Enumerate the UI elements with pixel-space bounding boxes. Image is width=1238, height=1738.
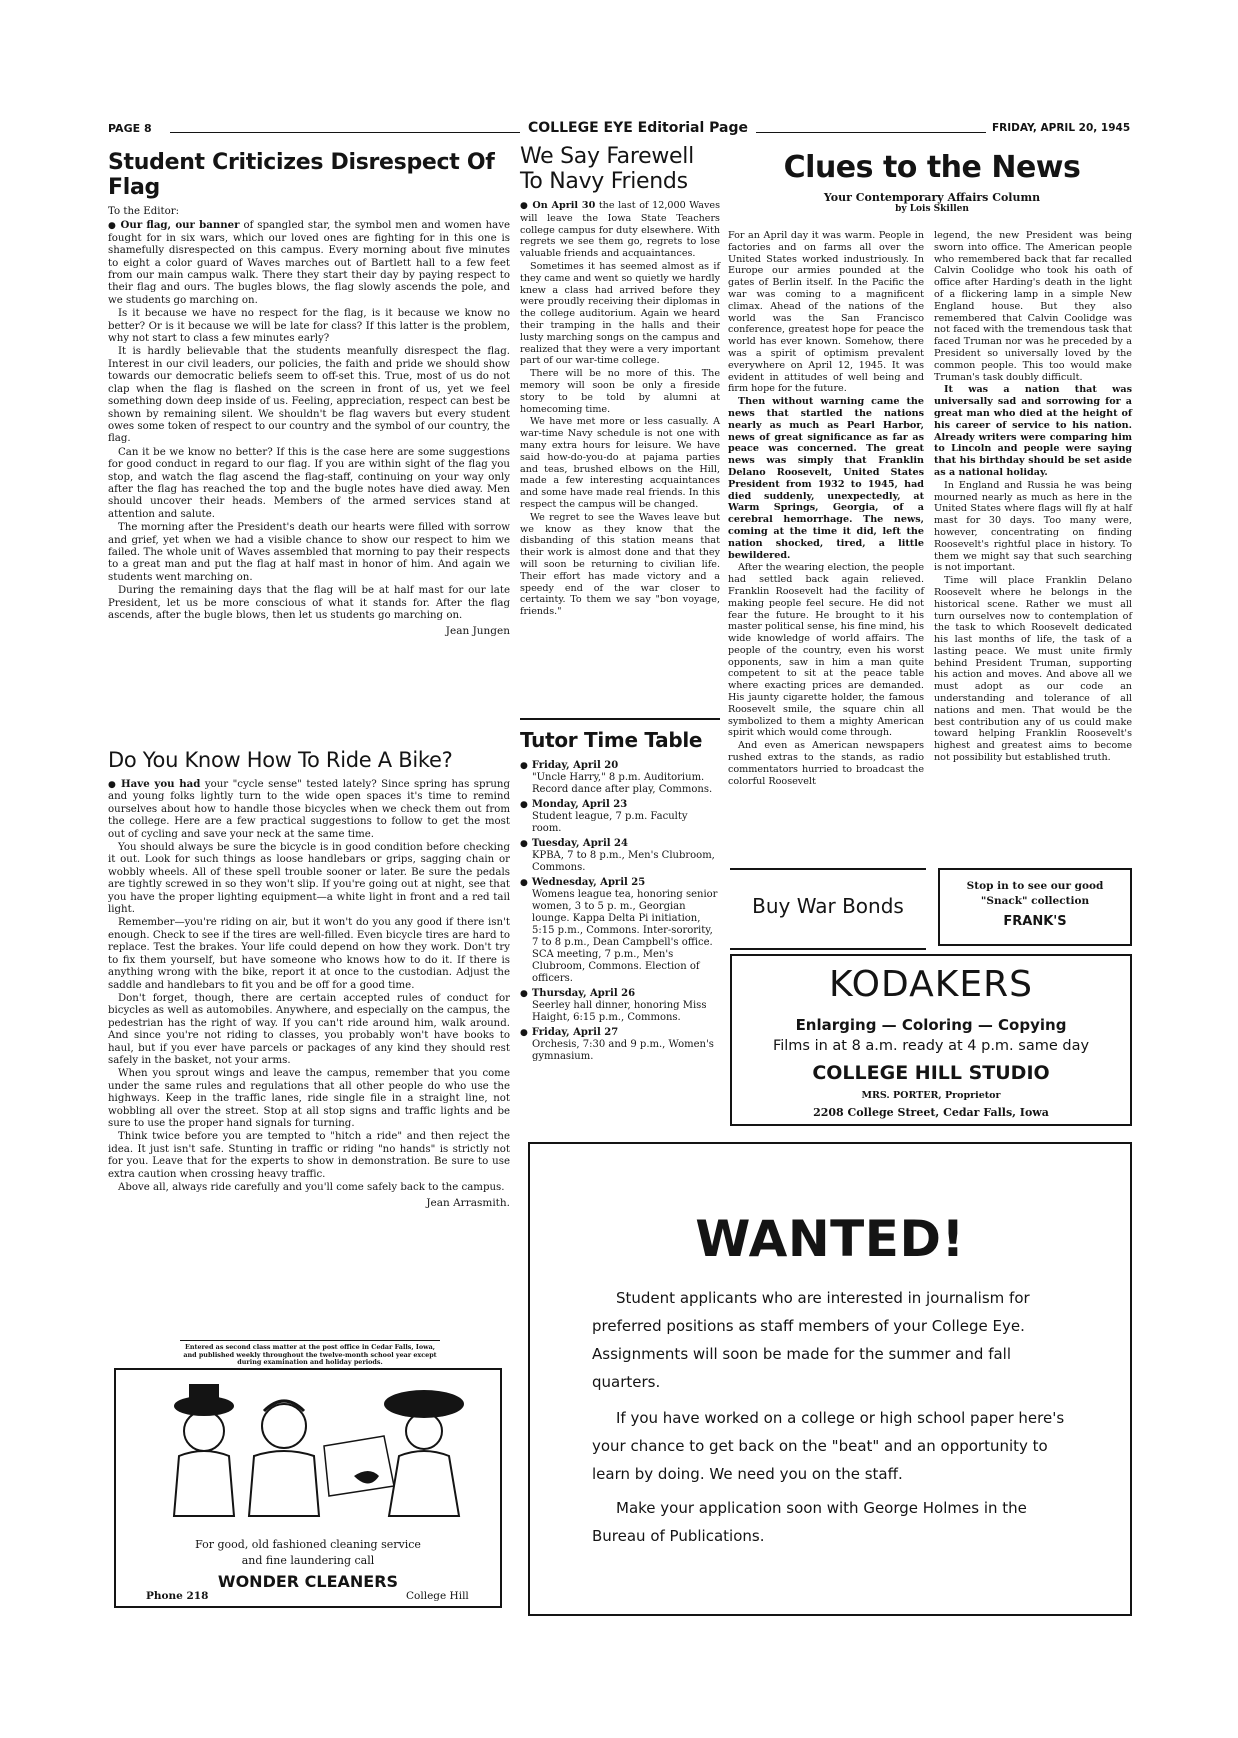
tutor-rule xyxy=(520,718,720,720)
clues-paragraph: legend, the new President was being sworn into office. The American people who remembered back that far recalled Calvin Coolidge who took his oath of office after Harding's death in the light of a flickering lamp in a simple New England house. But they also remembered that Calvin Coolidge was not faced with the tremendous task that faced Truman nor was he preceded by a President so universally loved by the common people. This too would make Truman's task doubly difficult. xyxy=(934,230,1132,383)
tutor-entry xyxy=(520,838,720,874)
tutor-desc: KPBA, 7 to 8 p.m., Men's Clubroom, Commons. xyxy=(532,850,715,873)
clues-paragraph: And even as American newspapers rushed extras to the stands, as radio commentators hurried to broadcast the colorful Roosevelt xyxy=(728,740,924,787)
wonder-line2: and fine laundering call xyxy=(241,1554,375,1567)
tutor-day: ● Tuesday, April 24 xyxy=(520,838,720,850)
wanted-paragraph-1: Student applicants who are interested in journalism for preferred positions as staff members of your College Eye. Assignments will soon be made for the summer and fall quarters. xyxy=(592,1289,1030,1391)
tutor-desc: Orchesis, 7:30 and 9 p.m., Women's gymnasium. xyxy=(532,1039,714,1062)
navy-paragraph: We have met more or less casually. A war-time Navy schedule is not one with many extra hours for leisure. We have said how-do-you-do at pajama parties and teas, brushed elbows on the Hill, made a few interesting acquaintances and some have made real friends. In this respect the campus will be changed. xyxy=(520,416,720,510)
bike-paragraph: Don't forget, though, there are certain accepted rules of conduct for bicycles as well as automobiles. Anywhere, and especially on the campus, the pedestrian has the right of way. If you can't ride around him, walk around. And since you're not riding to classes, you probably won't have books to haul, but if you ever have parcels or packages of any kind they should rest safely in the basket, not your arms. xyxy=(108,992,510,1066)
masthead xyxy=(108,120,1135,140)
flag-paragraph: Can it be we know no better? If this is the case here are some suggestions for good conduct in regard to our flag. If you are within sight of the flag you stop, and watch the flag ascend the flag-staff, continuing on your way only after the flag has reached the top and the bugle notes have died away. Men should uncover their heads. Members of the armed services stand at attention and salute. xyxy=(108,446,510,520)
bike-lead-bold: ● Have you had xyxy=(108,778,200,790)
clues-paragraph: It was a nation that was universally sad and sorrowing for a great man who died at the height of his career of service to his nation. Already writers were comparing him to Lincoln and people were saying that his birthday should be set aside as a national holiday. xyxy=(934,384,1132,478)
wonder-line1: For good, old fashioned cleaning service xyxy=(195,1538,421,1551)
tutor-entry xyxy=(520,799,720,835)
flag-paragraph: During the remaining days that the flag will be at half mast for our late President, let us be more conscious of what it stands for. After the flag ascends, after the bugle blows, then let us students go marching on. xyxy=(108,585,510,621)
clues-column-2 xyxy=(934,230,1132,765)
navy-headline-2: To Navy Friends xyxy=(520,169,688,194)
franks-line1: Stop in to see our good xyxy=(966,880,1104,892)
tutor-day: ● Thursday, April 26 xyxy=(520,988,720,1000)
tutor-headline: Tutor Time Table xyxy=(520,728,703,752)
flag-signature: Jean Jungen xyxy=(445,625,510,638)
tutor-desc: Student league, 7 p.m. Faculty room. xyxy=(532,811,688,834)
clues-paragraph: For an April day it was warm. People in factories and on farms all over the United States worked industriously. In Europe our armies pounded at the gates of Berlin itself. In the Pacific the war was coming to a magnificent climax. Ahead of the nations of the world was the San Francisco conference, greatest hope for peace the world has ever known. Somehow, there was a spirit of optimism prevalent everywhere on April 12, 1945. It was evident in attitudes of well being and firm hope for the future. xyxy=(728,230,924,395)
franks-ad xyxy=(938,868,1132,946)
bike-paragraph: You should always be sure the bicycle is in good condition before checking it out. Look for such things as loose handlebars or grips, sagging chain or wobbly wheels. All of these spell trouble sooner or later. Be sure the pedals are tightly screwed in so they won't slip. If you're going out at night, see that you have the proper lighting equipment—a white light in front and a red tail light. xyxy=(108,842,510,916)
bike-paragraph: Think twice before you are tempted to "hitch a ride" and then reject the idea. It just isn't safe. Stunting in traffic or riding "no hands" is strictly not for you. Leave that for the experts to show in demonstration. Be sure to use extra caution when crossing heavy traffic. xyxy=(108,1131,510,1180)
navy-paragraph: We regret to see the Waves leave but we know as they know that the disbanding of this station means that their work is almost done and that they will soon be returning to civilian life. Their effort has made victory and a speedy end of the war closer to certainty. To them we say "bon voyage, friends." xyxy=(520,511,720,618)
navy-lead xyxy=(520,200,720,260)
bike-paragraph: Above all, always ride carefully and you'll come safely back to the campus. xyxy=(118,1182,505,1193)
cartoon-illustration xyxy=(124,1376,494,1526)
kodakers-ad xyxy=(730,954,1132,1126)
flag-article xyxy=(108,150,510,641)
kodakers-films: Films in at 8 a.m. ready at 4 p.m. same day xyxy=(772,1038,1090,1054)
page-number: PAGE 8 xyxy=(108,122,152,135)
wonder-name: WONDER CLEANERS xyxy=(217,1572,399,1591)
bike-headline: Do You Know How To Ride A Bike? xyxy=(108,748,453,772)
franks-name: FRANK'S xyxy=(1003,914,1067,929)
tutor-day: ● Friday, April 20 xyxy=(520,760,720,772)
navy-lead-bold: ● On April 30 xyxy=(520,200,595,211)
tutor-desc: Seerley hall dinner, honoring Miss Haight, 6:15 p.m., Commons. xyxy=(532,1000,707,1023)
masthead-rule-left xyxy=(170,132,520,133)
tutor-desc: Womens league tea, honoring senior women, 3 to 5 p. m., Georgian lounge. Kappa Delta Pi initiation, 5:15 p.m., Commons. Inter-sorority, 7 to 8 p.m., Dean Campbell's office. SCA meeting, 7 p.m., Men's Clubroom, Commons. Election of officers. xyxy=(532,889,718,984)
clues-headline: Clues to the News xyxy=(783,150,1081,185)
navy-paragraph: There will be no more of this. The memory will soon be only a fireside story to be told by alumni at homecoming time. xyxy=(520,368,720,415)
wanted-title: WANTED! xyxy=(695,1210,965,1268)
flag-lead-rest: of spangled star, the symbol men and women have fought for in six wars, which our loved ones are fighting for in this one is shamefully disrespected on this campus. Every morning about five minutes to eight a color guard of Waves marches out of Bartlett hall to a few feet from our main campus walk. There they start their day by paying respect to their flag and ours. The bugles blows, the flag slowly ascends the pole, and we students go marching on. xyxy=(108,220,510,306)
wanted-paragraph-2: If you have worked on a college or high school paper here's your chance to get back on the "beat" and an opportunity to learn by doing. We need you on the staff. xyxy=(592,1409,1065,1483)
bike-lead xyxy=(108,778,510,841)
flag-salutation: To the Editor: xyxy=(108,206,180,217)
entry-notice-text: Entered as second class matter at the post office in Cedar Falls, Iowa, and published weekly throughout the twelve-month school year except during examination and holiday periods. xyxy=(183,1343,437,1367)
tutor-day: ● Wednesday, April 25 xyxy=(520,877,720,889)
masthead-rule-right xyxy=(756,132,986,133)
flag-paragraph: Is it because we have no respect for the flag, is it because we know no better? Or is it because we will be late for class? If this latter is the problem, why not start to class a few minutes early? xyxy=(108,308,510,345)
wanted-ad xyxy=(528,1142,1132,1616)
wonder-location: College Hill xyxy=(406,1590,469,1602)
clues-subhead: Your Contemporary Affairs Column xyxy=(823,191,1041,204)
navy-lead-rest: the last of 12,000 Waves will leave the Iowa State Teachers college campus for duty elsewhere. With regrets we see them go, regrets to lose valuable friends and acquaintances. xyxy=(520,200,721,260)
flag-paragraph: It is hardly believable that the students meanfully disrespect the flag. Interest in our civil leaders, our policies, the faith and pride we should show towards our democratic beliefs seem to off-set this. True, most of us do not clap when the flag is flashed on the screen in front of us, yet we feel something down deep inside of us. Feeling, appreciation, respect can best be shown by remaining silent. We shouldn't be flag wavers but every student owes some token of respect to our country and the symbol of our country, the flag. xyxy=(108,346,510,445)
clues-paragraph: Then without warning came the news that startled the nations nearly as much as Pearl Harbor, news of great significance as far as peace was concerned. The great news was simply that Franklin Delano Roosevelt, United States President from 1932 to 1945, had died suddenly, unexpectedly, at Warm Springs, Georgia, of a cerebral hemorrhage. The news, coming at the time it did, left the nation shocked, tired, a little bewildered. xyxy=(728,396,924,561)
clues-paragraph: After the wearing election, the people had settled back again relieved. Franklin Roosevelt had the facility of making people feel secure. He did not fear the future. He brought to it his master political sense, his fine mind, his wide knowledge of world affairs. The people of the country, even his worst opponents, saw in him a man quite competent to sit at the peace table where exacting prices are demanded. His jaunty cigarette holder, the famous Roosevelt smile, the square chin all symbolized to them a mighty American spirit which would come through. xyxy=(728,562,924,739)
flag-lead xyxy=(108,219,510,307)
clues-header xyxy=(728,150,1136,214)
bike-paragraph: Remember—you're riding on air, but it won't do you any good if there isn't enough. Check to see if the tires are well-filled. Even bicycle tires are hard to replace. Test the brakes. Your life could depend on how they work. Don't try to fix them yourself, but have someone who knows how to do it. If there is anything wrong with the bike, report it at once to the custodian. Adjust the saddle and handlebars to fit you and be off for a good time. xyxy=(108,917,510,991)
clues-column-1 xyxy=(728,230,924,788)
flag-lead-bold: ● Our flag, our banner xyxy=(108,219,240,231)
tutor-entry xyxy=(520,877,720,985)
tutor-entry xyxy=(520,988,720,1024)
wonder-cleaners-ad xyxy=(114,1368,502,1608)
bike-signature: Jean Arrasmith. xyxy=(426,1197,510,1210)
war-bonds-box xyxy=(730,868,926,950)
wanted-paragraph-3: Make your application soon with George Holmes in the Bureau of Publications. xyxy=(592,1499,1027,1545)
entry-notice xyxy=(180,1340,440,1367)
navy-article xyxy=(520,144,720,619)
tutor-day: ● Friday, April 27 xyxy=(520,1027,720,1039)
franks-line2: "Snack" collection xyxy=(980,895,1090,907)
kodakers-studio: COLLEGE HILL STUDIO xyxy=(812,1062,1050,1084)
clues-byline: by Lois Skillen xyxy=(895,204,969,214)
tutor-day: ● Monday, April 23 xyxy=(520,799,720,811)
flag-paragraph: The morning after the President's death our hearts were filled with sorrow and grief, yet when we had a visible chance to show our respect to him we failed. The whole unit of Waves assembled that morning to pay their respects to a great man and put the flag at half mast in honor of him. And again we students went marching on. xyxy=(108,522,510,583)
tutor-table xyxy=(520,728,720,1066)
issue-date: FRIDAY, APRIL 20, 1945 xyxy=(992,122,1131,134)
navy-paragraph: Sometimes it has seemed almost as if they came and went so quietly we hardly knew a class had arrived before they were proudly receiving their diplomas in the college auditorium. Again we heard their tramping in the halls and their lusty marching songs on the campus and realized that they were a very important part of our war-time college. xyxy=(520,260,720,367)
masthead-title: COLLEGE EYE Editorial Page xyxy=(528,120,749,136)
kodakers-address: 2208 College Street, Cedar Falls, Iowa xyxy=(813,1106,1049,1119)
bike-article xyxy=(108,748,510,1213)
bike-paragraph: When you sprout wings and leave the campus, remember that you come under the same rules and regulations that all other people do who use the highways. Keep in the traffic lanes, ride single file in a straight line, not wobbling all over the street. Stop at all stop signs and traffic lights and be sure to use the proper hand signals for turning. xyxy=(108,1068,510,1129)
tutor-entry xyxy=(520,1027,720,1063)
clues-paragraph: Time will place Franklin Delano Roosevelt where he belongs in the historical scene. Rather we must all turn ourselves now to contemplation of the task to which Roosevelt dedicated his last months of life, the task of a lasting peace. We must unite firmly behind President Truman, supporting his action and moves. And above all we must adopt as our code an understanding and tolerance of all nations and men. That would be the best contribution any of us could make toward helping Franklin Roosevelt's highest and greatest aims to become not possibility but established truth. xyxy=(934,575,1132,764)
kodakers-proprietor: MRS. PORTER, Proprietor xyxy=(861,1090,1001,1101)
clues-paragraph: In England and Russia he was being mourned nearly as much as here in the United States where flags will fly at half mast for 30 days. Too many were, however, concentrating on finding Roosevelt's rightful place in history. To them we might say that such searching is not important. xyxy=(934,479,1132,574)
flag-headline: Student Criticizes Disrespect Of Flag xyxy=(108,150,495,200)
tutor-entry xyxy=(520,760,720,796)
kodakers-title: KODAKERS xyxy=(829,964,1033,1005)
tutor-desc: "Uncle Harry," 8 p.m. Auditorium. Record dance after play, Commons. xyxy=(532,772,713,795)
wonder-phone: Phone 218 xyxy=(146,1590,209,1602)
kodakers-services: Enlarging — Coloring — Copying xyxy=(795,1016,1067,1034)
bike-lead-rest: your "cycle sense" tested lately? Since spring has sprung and young folks lightly turn to the wide open spaces it's time to remind ourselves about how to handle those bicycles when we check them out from the college. Here are a few practical suggestions to follow to get the most out of cycling and save your neck at the same time. xyxy=(108,779,510,840)
war-bonds-text: Buy War Bonds xyxy=(752,894,904,918)
navy-headline-1: We Say Farewell xyxy=(520,144,694,169)
